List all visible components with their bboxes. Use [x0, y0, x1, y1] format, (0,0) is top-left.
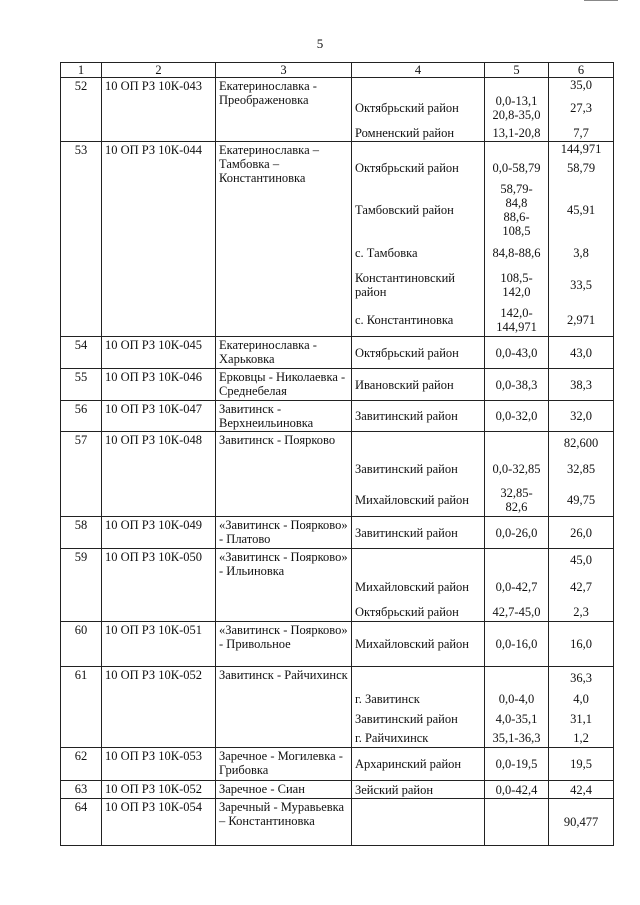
km-range: 0,0-42,7 — [495, 580, 538, 594]
km-range-cell — [485, 748, 549, 781]
km-range: 58,79- 84,8 88,6- 108,5 — [500, 182, 533, 238]
district-name: с. Константиновка — [355, 313, 454, 327]
road-id: 10 ОП РЗ 10К-051 — [102, 622, 216, 667]
district-cell — [352, 549, 485, 622]
scan-edge-mark — [584, 0, 618, 3]
district-cell — [352, 337, 485, 369]
header-row — [61, 63, 614, 78]
row-number: 60 — [61, 622, 102, 667]
km-range: 35,1-36,3 — [492, 730, 541, 745]
district-cell — [352, 748, 485, 781]
road-id: 10 ОП РЗ 10К-052 — [102, 781, 216, 799]
road-id: 10 ОП РЗ 10К-047 — [102, 401, 216, 432]
length-cell — [549, 369, 614, 401]
km-range-cell — [485, 142, 549, 337]
road-id: 10 ОП РЗ 10К-049 — [102, 517, 216, 549]
table-row — [61, 369, 614, 401]
length-value: 26,0 — [570, 525, 592, 540]
district-cell — [352, 142, 485, 337]
district-name: Завитинский район — [355, 462, 458, 476]
road-name: «Завитинск - Поярково» - Платово — [216, 517, 352, 549]
row-number: 57 — [61, 432, 102, 517]
district-name: Завитинский район — [355, 409, 458, 423]
road-id: 10 ОП РЗ 10К-044 — [102, 142, 216, 337]
length-value: 4,0 — [573, 692, 589, 706]
table-row — [61, 142, 614, 337]
district-cell — [352, 799, 485, 846]
table-row — [61, 781, 614, 799]
district-name: Тамбовский район — [355, 203, 454, 217]
length-value: 45,91 — [566, 203, 596, 217]
length-cell — [549, 517, 614, 549]
district-cell — [352, 622, 485, 667]
km-range: 13,1-20,8 — [492, 126, 541, 140]
district-name: Октябрьский район — [355, 605, 459, 619]
header-col-6: 6 — [549, 63, 614, 78]
length-value: 1,2 — [573, 730, 589, 745]
km-range: 0,0-38,3 — [495, 377, 538, 392]
length-value: 42,4 — [570, 782, 592, 797]
row-number: 56 — [61, 401, 102, 432]
length-cell — [549, 799, 614, 846]
km-range: 32,85- 82,6 — [500, 486, 533, 514]
length-value: 42,7 — [570, 580, 592, 594]
length-value: 27,3 — [570, 101, 592, 115]
length-cell — [549, 622, 614, 667]
km-range-cell — [485, 622, 549, 667]
district-name: Октябрьский район — [355, 345, 459, 360]
km-range-cell — [485, 799, 549, 846]
table-row — [61, 799, 614, 846]
road-id: 10 ОП РЗ 10К-043 — [102, 78, 216, 142]
length-value: 49,75 — [566, 493, 596, 507]
length-value: 2,971 — [566, 313, 596, 327]
length-cell — [549, 781, 614, 799]
km-range: 142,0- 144,971 — [496, 306, 537, 334]
km-range: 42,7-45,0 — [492, 605, 541, 619]
road-id: 10 ОП РЗ 10К-050 — [102, 549, 216, 622]
district-name: г. Райчихинск — [355, 730, 429, 745]
row-number: 64 — [61, 799, 102, 846]
length-value: 36,3 — [570, 671, 592, 685]
km-range-cell — [485, 517, 549, 549]
table-row — [61, 667, 614, 748]
row-number: 59 — [61, 549, 102, 622]
km-range: 0,0-19,5 — [495, 757, 538, 771]
district-name: Архаринский район — [355, 757, 462, 771]
table-row — [61, 432, 614, 517]
road-id: 10 ОП РЗ 10К-052 — [102, 667, 216, 748]
km-range: 0,0-26,0 — [495, 525, 538, 540]
table-row — [61, 337, 614, 369]
district-name: Октябрьский район — [355, 101, 459, 115]
length-value: 90,477 — [563, 815, 599, 829]
road-name: «Завитинск - Поярково» - Ильиновка — [216, 549, 352, 622]
district-cell — [352, 369, 485, 401]
road-name: Заречное - Могилевка - Грибовка — [216, 748, 352, 781]
length-cell — [549, 549, 614, 622]
km-range-cell — [485, 401, 549, 432]
km-range: 0,0-42,4 — [495, 782, 538, 797]
row-number: 63 — [61, 781, 102, 799]
page-number: 5 — [316, 36, 324, 51]
length-value: 32,0 — [570, 409, 592, 423]
road-name: Ерковцы - Николаевка - Среднебелая — [216, 369, 352, 401]
length-value: 19,5 — [570, 757, 592, 771]
km-range-cell — [485, 369, 549, 401]
length-cell — [549, 142, 614, 337]
table-row — [61, 748, 614, 781]
road-id: 10 ОП РЗ 10К-048 — [102, 432, 216, 517]
district-cell — [352, 401, 485, 432]
district-cell — [352, 432, 485, 517]
km-range: 0,0-16,0 — [495, 637, 538, 651]
district-cell — [352, 78, 485, 142]
road-name: Завитинск - Верхнеильиновка — [216, 401, 352, 432]
road-name: «Завитинск - Поярково» - Привольное — [216, 622, 352, 667]
district-name: Ивановский район — [355, 377, 454, 392]
district-cell — [352, 781, 485, 799]
district-name: Ромненский район — [355, 126, 455, 140]
length-cell — [549, 401, 614, 432]
table-row — [61, 401, 614, 432]
length-value: 16,0 — [570, 637, 592, 651]
km-range: 0,0-32,85 — [492, 462, 541, 476]
row-number: 62 — [61, 748, 102, 781]
district-name: Октябрьский район — [355, 160, 459, 175]
table-header — [61, 63, 614, 78]
district-name: Константиновский район — [355, 271, 455, 299]
km-range: 0,0-32,0 — [495, 409, 538, 423]
km-range: 0,0-58,79 — [492, 160, 541, 175]
row-number: 54 — [61, 337, 102, 369]
length-value: 43,0 — [570, 345, 592, 360]
table-row — [61, 78, 614, 142]
km-range: 0,0-13,1 20,8-35,0 — [492, 94, 541, 122]
table-row — [61, 517, 614, 549]
district-name: с. Тамбовка — [355, 246, 418, 260]
road-name: Завитинск - Поярково — [216, 432, 352, 517]
district-name: Завитинский район — [355, 525, 458, 540]
length-value: 58,79 — [566, 160, 596, 175]
length-value: 35,0 — [570, 77, 592, 92]
header-col-1: 1 — [61, 63, 102, 78]
km-range: 0,0-43,0 — [495, 345, 538, 360]
district-name: Михайловский район — [355, 580, 469, 594]
length-value: 33,5 — [570, 278, 592, 292]
km-range-cell — [485, 549, 549, 622]
km-range: 84,8-88,6 — [492, 246, 541, 260]
km-range-cell — [485, 337, 549, 369]
district-name: Михайловский район — [355, 493, 469, 507]
length-value: 82,600 — [563, 436, 599, 450]
km-range: 0,0-4,0 — [498, 692, 535, 706]
length-value: 45,0 — [570, 553, 592, 567]
length-cell — [549, 337, 614, 369]
road-name: Екатеринославка - Преображеновка — [216, 78, 352, 142]
table-row — [61, 549, 614, 622]
road-name: Екатеринославка – Тамбовка – Константиновка — [216, 142, 352, 337]
length-value: 3,8 — [573, 246, 589, 260]
km-range: 4,0-35,1 — [495, 711, 538, 726]
district-cell — [352, 517, 485, 549]
row-number: 58 — [61, 517, 102, 549]
row-number: 55 — [61, 369, 102, 401]
header-col-5: 5 — [485, 63, 549, 78]
length-cell — [549, 78, 614, 142]
km-range-cell — [485, 432, 549, 517]
km-range: 108,5- 142,0 — [500, 271, 533, 299]
road-register-table — [60, 62, 614, 846]
length-value: 7,7 — [573, 126, 589, 140]
district-name: Зейский район — [355, 782, 434, 797]
row-number: 61 — [61, 667, 102, 748]
km-range-cell — [485, 781, 549, 799]
header-col-4: 4 — [352, 63, 485, 78]
table-row — [61, 622, 614, 667]
road-id: 10 ОП РЗ 10К-053 — [102, 748, 216, 781]
district-name: Завитинский район — [355, 711, 458, 726]
length-value: 2,3 — [573, 605, 589, 619]
road-id: 10 ОП РЗ 10К-046 — [102, 369, 216, 401]
road-name: Екатеринославка - Харьковка — [216, 337, 352, 369]
road-name: Заречный - Муравьевка – Константиновка — [216, 799, 352, 846]
km-range-cell — [485, 667, 549, 748]
road-name: Завитинск - Райчихинск — [216, 667, 352, 748]
table-body — [61, 78, 614, 846]
district-name: Михайловский район — [355, 637, 469, 651]
district-cell — [352, 667, 485, 748]
length-cell — [549, 432, 614, 517]
header-col-3: 3 — [216, 63, 352, 78]
length-value: 38,3 — [570, 377, 592, 392]
district-name: г. Завитинск — [355, 692, 420, 706]
length-value: 32,85 — [566, 462, 596, 476]
length-value: 144,971 — [560, 141, 602, 156]
row-number: 53 — [61, 142, 102, 337]
header-col-2: 2 — [102, 63, 216, 78]
road-name: Заречное - Сиан — [216, 781, 352, 799]
length-cell — [549, 667, 614, 748]
length-cell — [549, 748, 614, 781]
road-id: 10 ОП РЗ 10К-045 — [102, 337, 216, 369]
road-id: 10 ОП РЗ 10К-054 — [102, 799, 216, 846]
km-range-cell — [485, 78, 549, 142]
length-value: 31,1 — [570, 711, 592, 726]
row-number: 52 — [61, 78, 102, 142]
